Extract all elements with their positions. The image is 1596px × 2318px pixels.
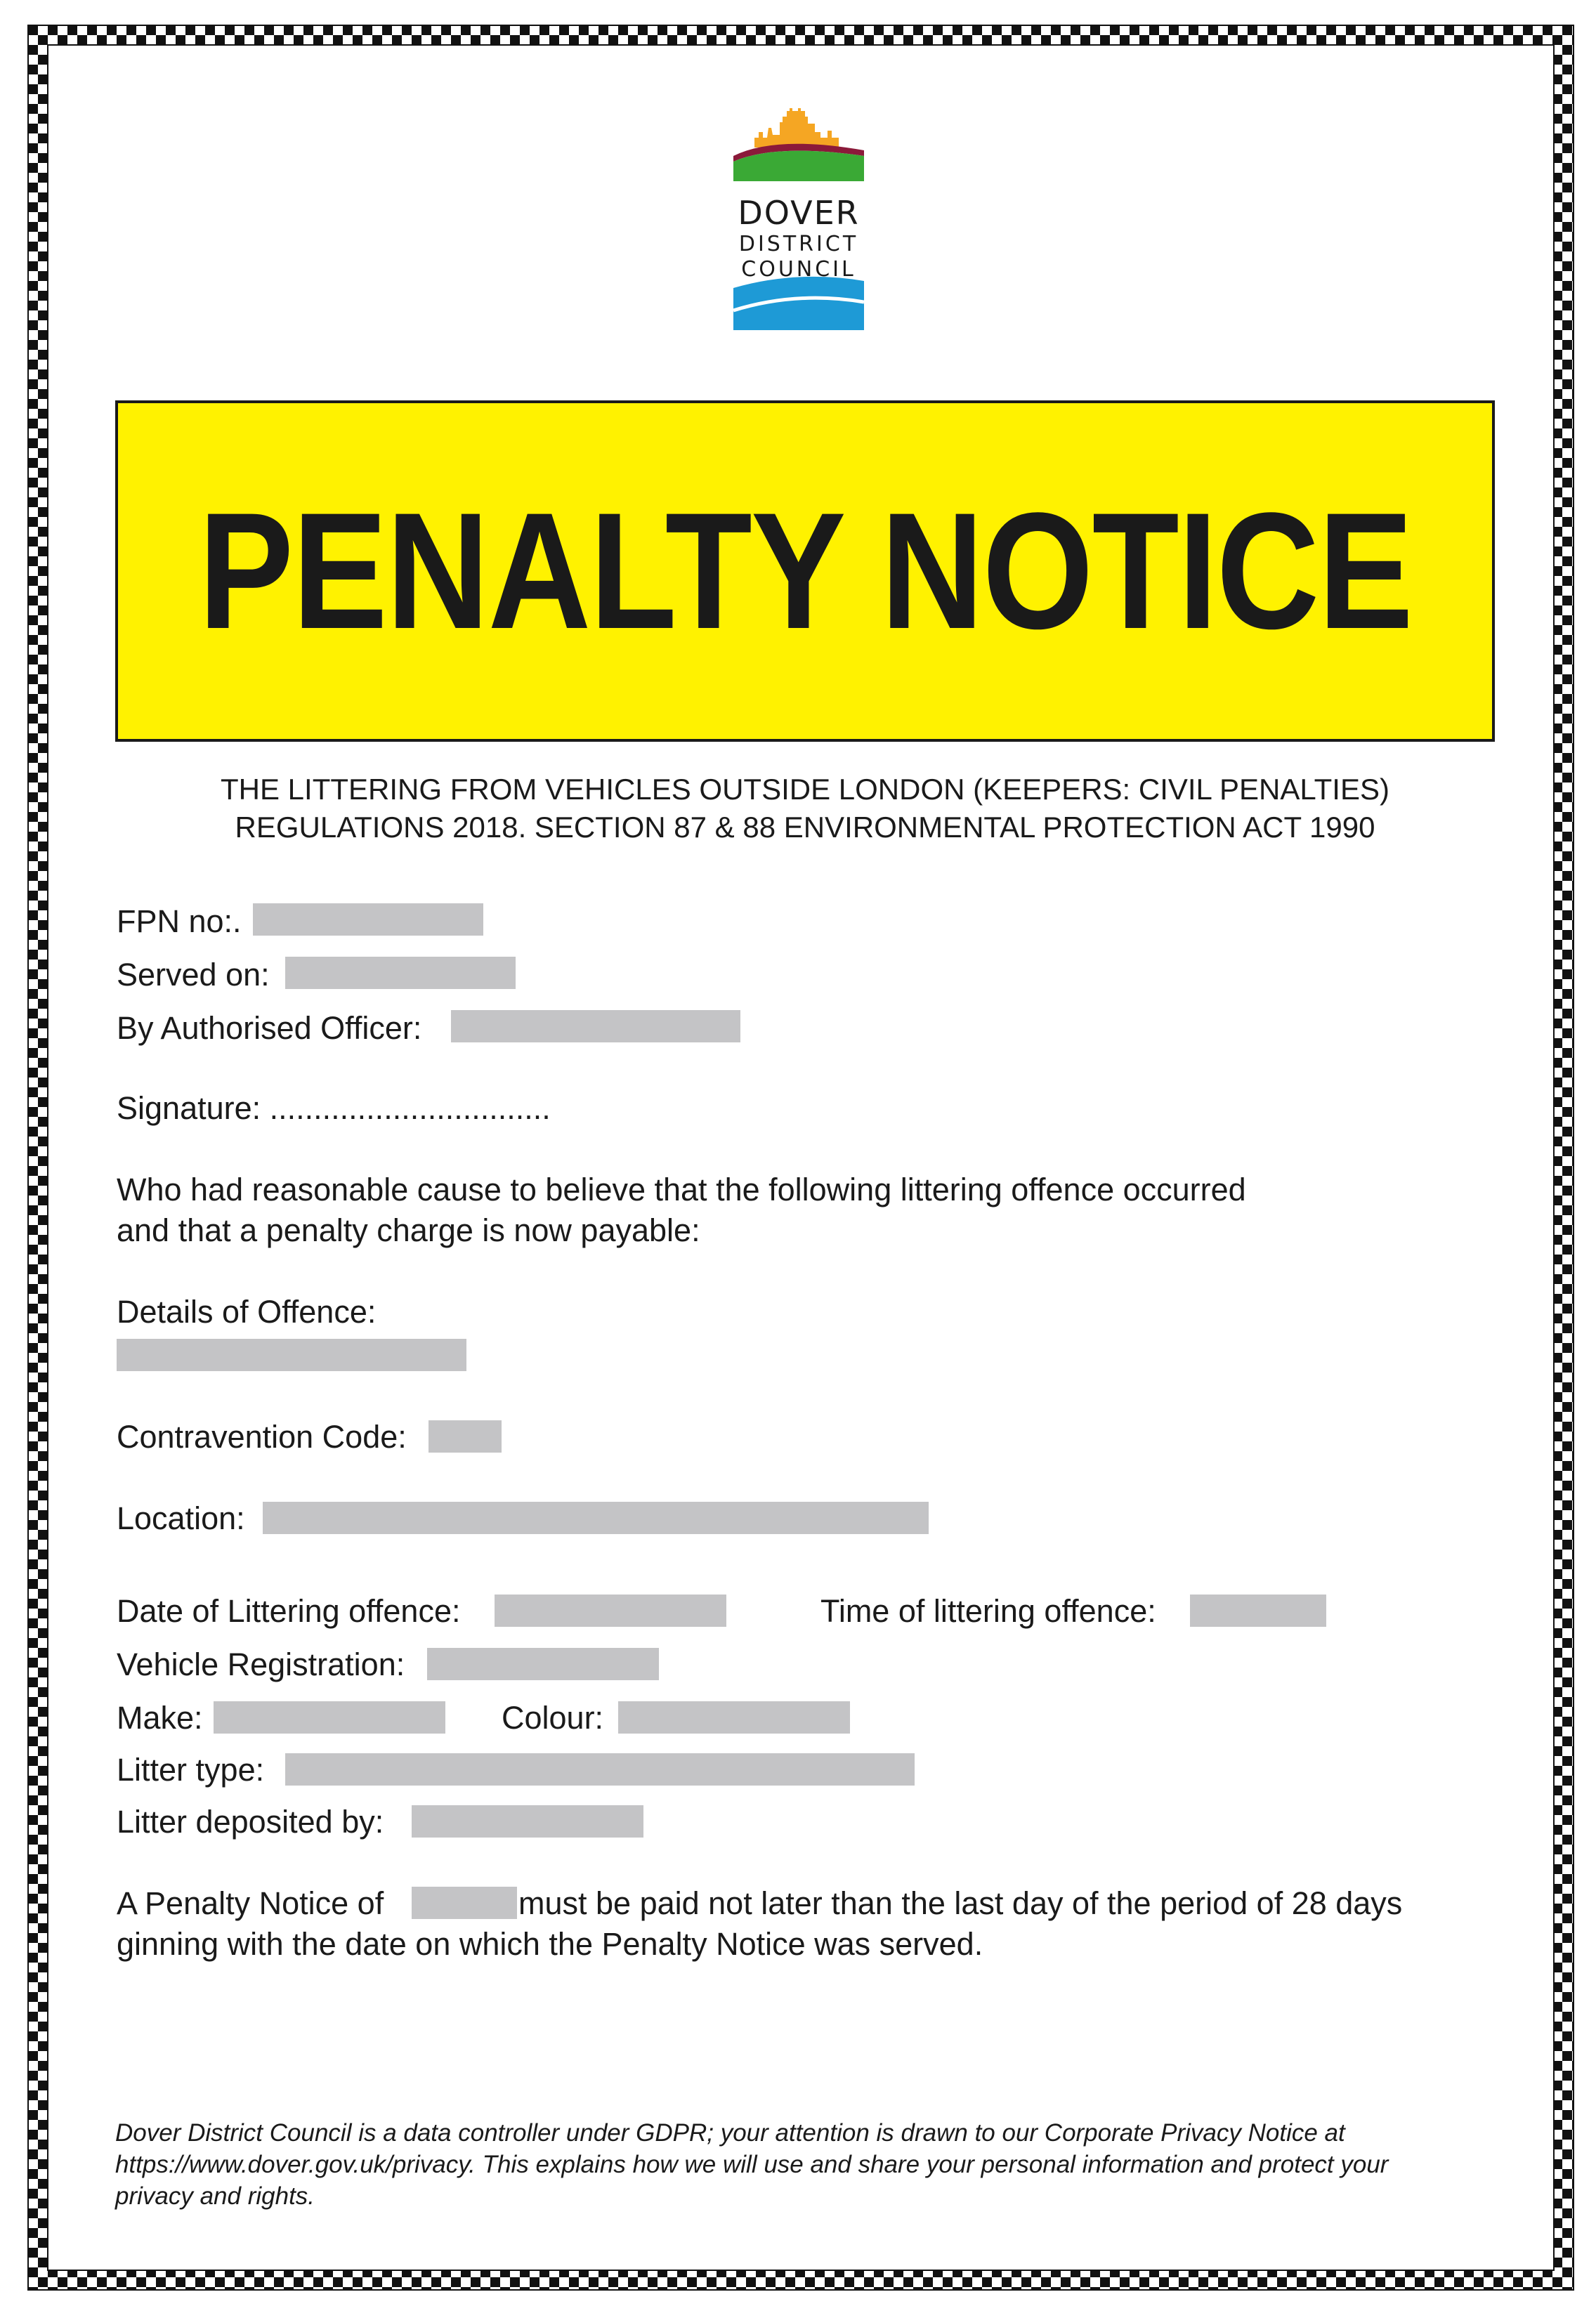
colour-redacted-field bbox=[618, 1701, 850, 1734]
make-label: Make: bbox=[117, 1700, 203, 1736]
penalty-line-1-prefix: A Penalty Notice of bbox=[117, 1885, 384, 1921]
vehicle-redacted-field bbox=[427, 1648, 659, 1680]
reason-line-1: Who had reasonable cause to believe that the following littering offence occurred bbox=[117, 1172, 1246, 1207]
date-label: Date of Littering offence: bbox=[117, 1593, 461, 1629]
time-redacted-field bbox=[1190, 1595, 1326, 1627]
footer-line-3: privacy and rights. bbox=[115, 2182, 315, 2210]
penalty-line-1-suffix: must be paid not later than the last day of the period of 28 days bbox=[518, 1885, 1403, 1921]
served-row bbox=[117, 955, 270, 995]
details-label: Details of Offence: bbox=[117, 1294, 377, 1330]
reason-line-2: and that a penalty charge is now payable: bbox=[117, 1212, 700, 1248]
penalty-amount-redacted-field bbox=[412, 1887, 517, 1919]
code-redacted-field bbox=[429, 1420, 502, 1453]
location-label: Location: bbox=[117, 1500, 245, 1536]
banner-title: PENALTY NOTICE bbox=[198, 478, 1412, 664]
served-redacted-field bbox=[285, 957, 516, 989]
deposited-redacted-field bbox=[412, 1805, 643, 1838]
date-redacted-field bbox=[495, 1595, 726, 1627]
signature-dots: ................................ bbox=[269, 1090, 551, 1126]
logo-line-dover: DOVER bbox=[738, 194, 860, 232]
vehicle-label: Vehicle Registration: bbox=[117, 1646, 405, 1682]
litter-type-redacted-field bbox=[285, 1753, 915, 1786]
regulation-line-1: THE LITTERING FROM VEHICLES OUTSIDE LONDON (KEEPERS: CIVIL PENALTIES) bbox=[221, 773, 1389, 806]
fpn-label: FPN no:. bbox=[117, 903, 242, 939]
footer-line-2: https://www.dover.gov.uk/privacy. This explains how we will use and share your personal information and protect your bbox=[115, 2151, 1389, 2178]
hill-icon bbox=[733, 151, 864, 181]
privacy-footer bbox=[115, 2117, 1513, 2212]
fpn-row bbox=[117, 902, 242, 941]
code-label: Contravention Code: bbox=[117, 1419, 407, 1455]
penalty-notice-banner bbox=[115, 400, 1495, 742]
logo-line-council: COUNCIL bbox=[741, 257, 856, 282]
signature-label: Signature: bbox=[117, 1090, 261, 1126]
logo-line-district: DISTRICT bbox=[738, 232, 859, 256]
castle-icon bbox=[754, 108, 839, 148]
penalty-line-2: ginning with the date on which the Penalty Notice was served. bbox=[117, 1926, 983, 1962]
location-redacted-field bbox=[263, 1502, 929, 1534]
deposited-label: Litter deposited by: bbox=[117, 1804, 384, 1840]
regulation-line-2: REGULATIONS 2018. SECTION 87 & 88 ENVIRONMENTAL PROTECTION ACT 1990 bbox=[235, 811, 1375, 844]
officer-row bbox=[117, 1009, 421, 1048]
signature-row bbox=[117, 1089, 551, 1128]
details-redacted-field bbox=[117, 1339, 466, 1371]
fpn-redacted-field bbox=[253, 903, 483, 936]
litter-type-label: Litter type: bbox=[117, 1752, 265, 1788]
time-label: Time of littering offence: bbox=[820, 1593, 1156, 1629]
officer-redacted-field bbox=[451, 1010, 740, 1042]
make-redacted-field bbox=[214, 1701, 445, 1734]
footer-line-1: Dover District Council is a data controller under GDPR; your attention is drawn to our Corporate Privacy Notice at bbox=[115, 2119, 1345, 2147]
officer-label: By Authorised Officer: bbox=[117, 1010, 422, 1046]
served-label: Served on: bbox=[117, 957, 270, 993]
colour-label: Colour: bbox=[502, 1700, 604, 1736]
